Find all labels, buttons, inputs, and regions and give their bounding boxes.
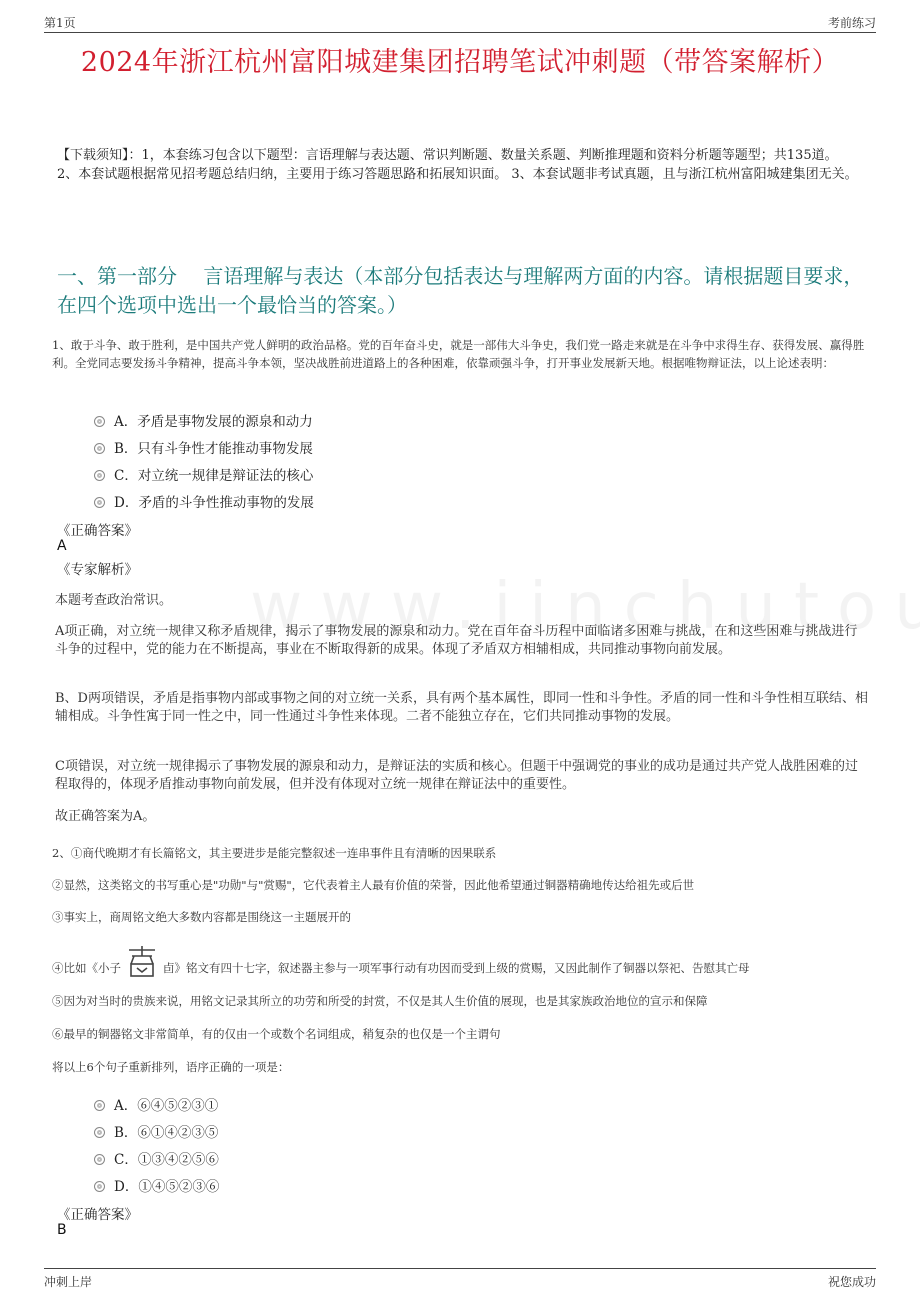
q1-option-c[interactable]: C．对立统一规律是辩证法的核心 [94,464,313,484]
footer-left-text: 冲刺上岸 [44,1275,93,1289]
q2-answer-label: 《正确答案》 [57,1207,138,1223]
q1-analysis-c: C项错误，对立统一规律揭示了事物发展的源泉和动力，是辩证法的实质和核心。但题干中强调党的事业的成功是通过共产党人战胜困难的过程取得的，体现矛盾推动事物向前发展，但并没有体现对立统一规律在辩证法中的重要性。 [55,759,858,792]
radio-icon[interactable] [94,1181,105,1192]
q1-analysis-intro: 本题考查政治常识。 [55,593,173,608]
q2-sentence-1: 2、①商代晚期才有长篇铭文，其主要进步是能完整叙述一连串事件且有清晰的因果联系 [52,846,497,860]
q1-option-a[interactable]: A．矛盾是事物发展的源泉和动力 [94,410,313,430]
page-number: 第1页 [44,16,76,30]
q1-answer: A [57,538,67,554]
q2-option-c[interactable]: C．①③④②⑤⑥ [94,1148,219,1168]
q2-sentence-2: ②显然，这类铭文的书写重心是"功勋"与"赏赐"，它代表着主人最有价值的荣誉，因此他希望通过铜器精确地传达给祖先或后世 [52,878,695,892]
q1-analysis-label: 《专家解析》 [57,562,138,578]
q2-option-d[interactable]: D．①④⑤②③⑥ [94,1175,219,1195]
q2-sentence-5: ⑤因为对当时的贵族来说，用铭文记录其所立的功劳和所受的封赏，不仅是其人生价值的展现，也是其家族政治地位的宣示和保障 [52,994,708,1008]
radio-icon[interactable] [94,497,105,508]
q2-prompt: 将以上6个句子重新排列，语序正确的一项是： [52,1060,290,1074]
q1-option-b[interactable]: B．只有斗争性才能推动事物发展 [94,437,313,457]
radio-icon[interactable] [94,416,105,427]
q1-analysis-conclusion: 故正确答案为A。 [55,809,156,824]
q1-analysis-bd: B、D两项错误，矛盾是指事物内部或事物之间的对立统一关系，具有两个基本属性，即同一性和斗争性。矛盾的同一性和斗争性相互联结、相辅相成。斗争性寓于同一性之中，同一性通过斗争性来体现。二者不能独立存在，它们共同推动事物的发展。 [55,691,868,724]
q2-answer: B [57,1222,67,1238]
radio-icon[interactable] [94,470,105,481]
radio-icon[interactable] [94,1127,105,1138]
radio-icon[interactable] [94,1100,105,1111]
q2-sentence-6: ⑥最早的铜器铭文非常简单，有的仅由一个或数个名词组成，稍复杂的也仅是一个主谓句 [52,1027,501,1041]
header-tag: 考前练习 [827,16,876,30]
q2-sentence-4: ④比如《小子 卣》铭文有四十七字，叙述器主参与一项军事行动有功因而受到上级的赏赐，又因此制作了铜器以祭祀、告慰其亡母 [52,944,868,978]
q1-option-d[interactable]: D．矛盾的斗争性推动事物的发展 [94,491,314,511]
section-heading: 一、第一部分 言语理解与表达（本部分包括表达与理解两方面的内容。请根据题目要求，在四个选项中选出一个最恰当的答案。） [57,264,864,317]
q2-option-b[interactable]: B．⑥①④②③⑤ [94,1121,218,1141]
q1-answer-label: 《正确答案》 [57,523,138,539]
archaic-character-glyph [123,944,161,978]
q1-analysis-a: A项正确，对立统一规律又称矛盾规律，揭示了事物发展的源泉和动力。党在百年奋斗历程中面临诸多困难与挑战，在和这些困难与挑战进行斗争的过程中，党的能力在不断提高，事业在不断取得新的成果。体现了矛盾双方相辅相成，共同推动事物向前发展。 [55,624,858,657]
footer-right-text: 祝您成功 [827,1275,876,1289]
radio-icon[interactable] [94,443,105,454]
download-notice: 【下载须知】：1，本套练习包含以下题型：言语理解与表达题、常识判断题、数量关系题、判断推理题和资料分析题等题型；共135道。 2、本套试题根据常见招考题总结归纳，主要用于练习答题思路和拓展知识面。 3、本套试题非考试真题，且与浙江杭州富阳城建集团无关。 [57,148,858,182]
q2-option-a[interactable]: A．⑥④⑤②③① [94,1094,218,1114]
question-1-stem: 1、敢于斗争、敢于胜利，是中国共产党人鲜明的政治品格。党的百年奋斗史，就是一部伟大斗争史，我们党一路走来就是在斗争中求得生存、获得发展、赢得胜利。全党同志要发扬斗争精神，提高斗争本领，坚决战胜前进道路上的各种困难，依靠顽强斗争，打开事业发展新天地。根据唯物辩证法，以上论述表明： [52,338,865,370]
document-title: 2024年浙江杭州富阳城建集团招聘笔试冲刺题（带答案解析） [80,47,840,78]
page-header [44,10,876,33]
q2-sentence-3: ③事实上，商周铭文绝大多数内容都是围绕这一主题展开的 [52,910,351,924]
radio-icon[interactable] [94,1154,105,1165]
page-footer [44,1268,876,1291]
